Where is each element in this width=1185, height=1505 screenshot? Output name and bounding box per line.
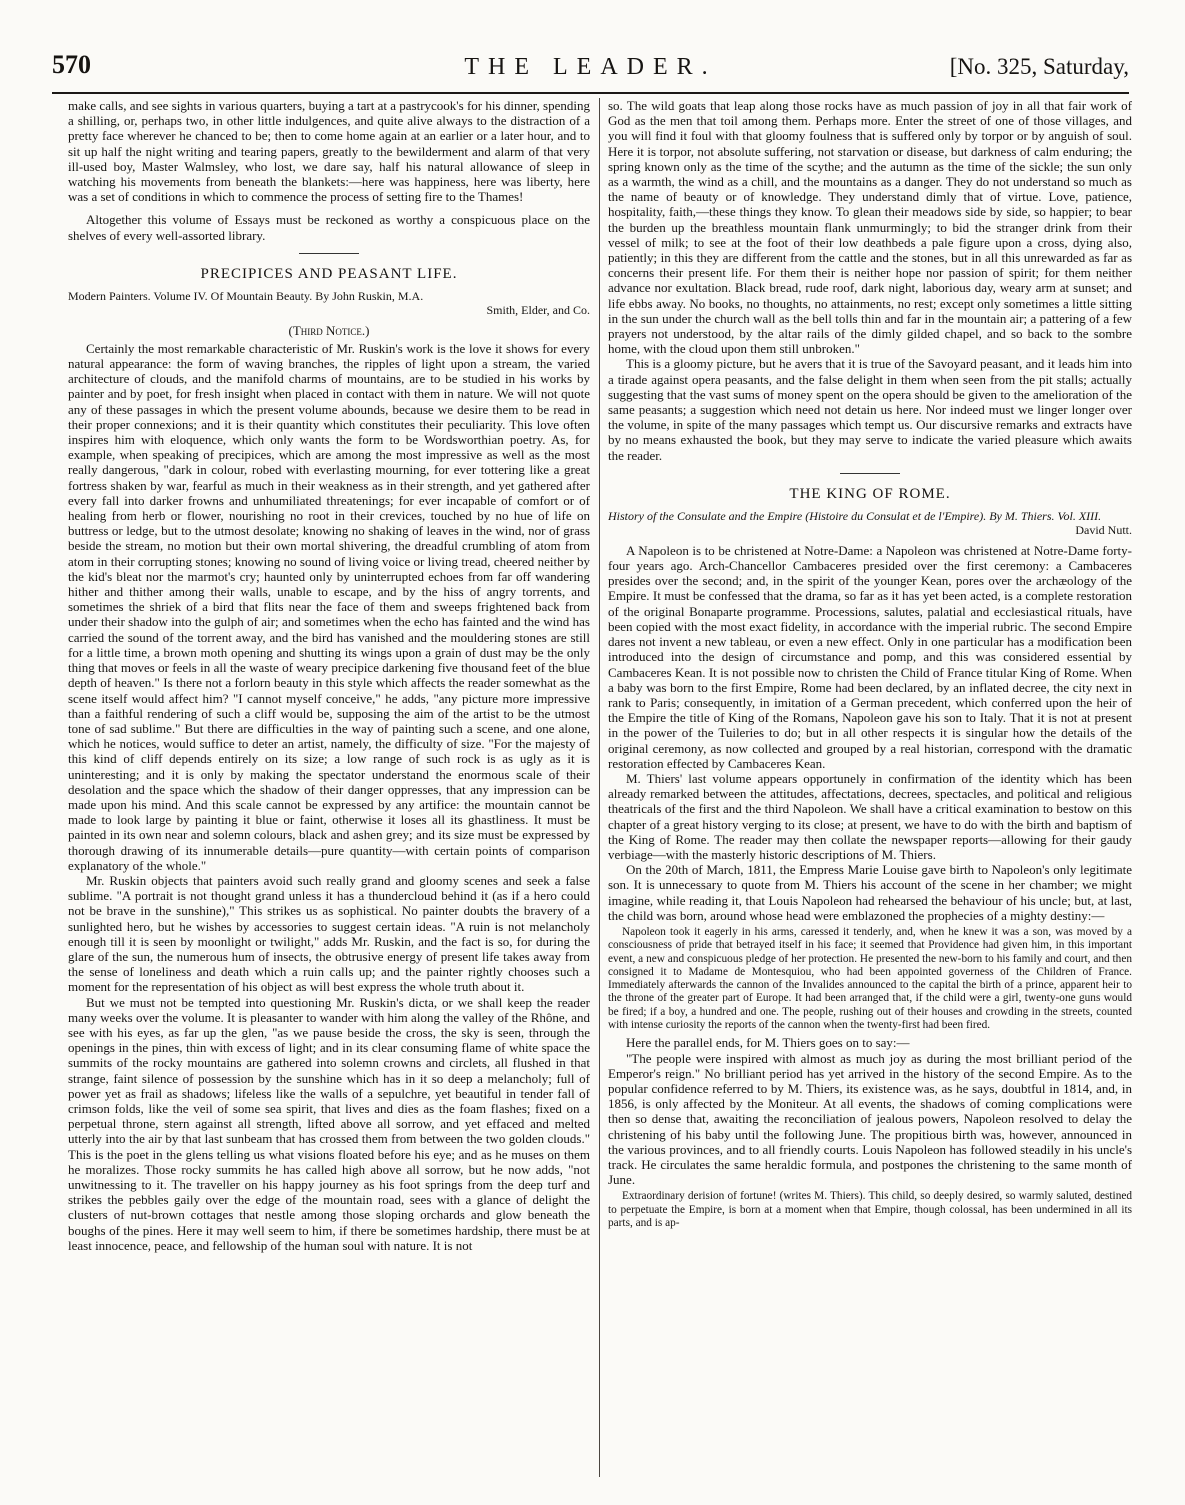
publisher: David Nutt. bbox=[1075, 522, 1132, 537]
article-paragraph: But we must not be tempted into questioning Mr. Ruskin's dicta, or we shall keep the reader many weeks over the volume. It is pleasanter to wander with him along the valley of the Rhône, and see with his eyes, as far up the glen, "as we pause beside the cross, the sky is seen, through the openings in the pines, thin with excess of light; and in its clear consuming flame of white space the summits of the rocky mountains are gathered into solemn crowns and circlets, all flushed in that strange, faint silence of possession by the sunshine which has in it so deep a melancholy; full of power yet as frail as shadows; lifeless like the walls of a sepulchre, yet beautiful in tender fall of crimson folds, like the veil of some sea spirit, that lives and dies as the foam flashes; fixed on a perpetual throne, stern against all strength, lifted above all sorrow, and yet effaced and melted utterly into the air by that last sunbeam that has crossed them from between the two golden clouds." This is the poet in the glens telling us what visions floated before his eye; and as he muses on them he moralizes. Those rocky summits he has called high above all sorrow, but he now adds, "not unwitnessing to it. The traveller on his happy journey as his foot springs from the deep turf and strikes the pebbles gaily over the edge of the mountain road, sees with a glance of delight the clusters of nut-brown cottages that nestle among those sloping orchards and glow beneath the boughs of the pines. Here it may well seem to him, if there be sometimes hardship, there must be at least innocence, peace, and fellowship of the human soul with nature. It is not bbox=[68, 994, 590, 1253]
article-paragraph: M. Thiers' last volume appears opportunely in confirmation of the identity which has been already remarked between the attitudes, affectations, decrees, spectacles, and political and religious theatricals of the first and the third Napoleon. We shall have a critical examination to bestow on this chapter of a great history verging to its close; at present, we have to do with the birth and baptism of the King of Rome. The reader may then collate the newspaper reports—allowing for their gaudy verbiage—with the masterly historic descriptions of M. Thiers. bbox=[608, 770, 1132, 862]
book-citation: History of the Consulate and the Empire (Histoire du Consulat et de l'Empire). By M. Thiers. Vol. XIII. bbox=[608, 508, 1102, 523]
publisher: Smith, Elder, and Co. bbox=[486, 302, 590, 317]
right-column bbox=[608, 98, 1132, 1477]
section-separator bbox=[840, 473, 900, 474]
article-paragraph: Here the parallel ends, for M. Thiers goes on to say:— bbox=[626, 1035, 910, 1051]
page-header bbox=[52, 50, 1129, 94]
article-title-king-of-rome: THE KING OF ROME. bbox=[789, 485, 951, 502]
issue-number: [No. 325, Saturday, bbox=[949, 54, 1129, 79]
article-paragraph: Mr. Ruskin objects that painters avoid such really grand and gloomy scenes and seek a false sublime. "A portrait is not thought grand unless it has a thundercloud behind it (as if a hero could not be brave in the sunshine)," This strikes us as sophistical. No painter doubts the bravery of a sunlighted hero, but he wishes by accessories to suggest certain ideas. "A ruin is not melancholy enough till it is seen by moonlight or twilight," adds Mr. Ruskin, and the fact is so, for during the glare of the sun, the numerous hum of insects, the obtrusive energy of present life takes away from the sense of loneliness and death which a ruin calls up; and the painter rightly chooses such a moment for the representation of his object as will best express the whole truth about it. bbox=[68, 872, 590, 995]
conclusion-paragraph: Altogether this volume of Essays must be reckoned as worthy a conspicuous place on the shelves of every well-assorted library. bbox=[68, 212, 590, 243]
article-title-precipices: PRECIPICES AND PEASANT LIFE. bbox=[200, 265, 458, 282]
article-paragraph: On the 20th of March, 1811, the Empress Marie Louise gave birth to Napoleon's only legitimate son. It is unnecessary to quote from M. Thiers his account of the scene in her chamber; we might imagine, while reading it, that Louis Napoleon had rehearsed the behaviour of his uncle; but, at last, the child was born, around whose head were emblazoned the prophecies of a mighty destiny:— bbox=[608, 862, 1132, 923]
article-paragraph: Certainly the most remarkable characteristic of Mr. Ruskin's work is the love it shows for every natural appearance: the form of waving branches, the ripples of light upon a stream, the varied architecture of clouds, and the manifold charms of mountains, are to be studied in his works by painter and by poet, for fresh insight when placed in contact with them in nature. We will not quote any of these passages in which the present volume abounds, because we desire them to be read in their proper connexions; and it is their quantity which constitutes their peculiarity. This love often inspires him with eloquence, which only wants the form to be Wordsworthian poetry. As, for example, when speaking of precipices, which are among the most impressive as well as the most really dangerous, "dark in colour, robed with everlasting mourning, for ever tottering like a great fortress shaken by war, fearful as much in their weakness as in their strength, and yet gathered after every fall into darker frowns and unhumiliated threatenings; for ever incapable of comfort or of healing from herb or flower, nourishing no root in their crevices, touched by no hue of life on buttress or ledge, but to the utmost desolate; knowing no shaking of leaves in the wind, nor of grass beside the stream, no motion but their own mortal shivering, the dreadful crumbling of atom from atom in their corrupting stones; knowing no sound of living voice or living tread, cheered neither by the kid's bleat nor the marmot's cry; haunted only by uninterrupted echoes from far off wandering hither and thither among their walls, unable to escape, and by the hiss of angry torrents, and sometimes the shriek of a bird that flits near the face of them and sweeps frightened back from under their shadow into the gulph of air; and sometimes when the echo has fainted and the wind has carried the sound of the torrent away, and the bird has vanished and the mouldering stones are still for a little time, a brown moth opening and shutting its wings upon a grain of dust may be the only thing that moves or feels in all the waste of weary precipice darkening five thousand feet of the blue depth of heaven." Is there not a forlorn beauty in this style which affects the reader somewhat as the scene itself would affect him? "I cannot myself conceive," he adds, "any picture more impressive than a faithful rendering of such a cliff would be, supposing the aim of the artist to be the utmost tone of sad sublime." But there are difficulties in the way of painting such a scene, and one alone, which he notices, would suffice to deter an artist, namely, the difficulty of size. "For the majesty of this kind of cliff depends entirely on its size; a low range of such rock is as ugly as it is uninteresting; and it is only by making the spectator understand the enormous scale of their desolation and the space which the shadow of their danger oppresses, that any impression can be made upon his mind. And this scale cannot be expressed by any artifice: the mountain cannot be made to look large by painting it blue or faint, otherwise it loses all its ghastliness. It must be painted in its own near and solemn colours, black and ashen grey; and its size must be expressed by thorough drawing of its innumerable details—pure quantity—with certain points of comparison explanatory of the whole." bbox=[68, 340, 590, 873]
masthead-title: THE LEADER. bbox=[464, 54, 717, 80]
block-quote: Napoleon took it eagerly in his arms, caressed it tenderly, and, when he knew it was a son, was moved by a consciousness of pride that betrayed itself in his face; it seemed that Providence had given him, in this important event, a new and conspicuous pledge of her protection. He presented the new-born to his family and court, and then consigned it to Madame de Montesquiou, who had been appointed governess of the Children of France. Immediately afterwards the cannon of the Invalides announced to the capital the birth of a prince, apparent heir to the throne of the greater part of Europe. It had been arranged that, if the child were a girl, twenty-one guns would be fired; if a boy, a hundred and one. The people, rushing out of their houses and crowding in the streets, counted with intense curiosity the reports of the cannon when the twenty-first had been fired. bbox=[608, 925, 1132, 1032]
continuation-paragraph: so. The wild goats that leap along those rocks have as much passion of joy in all that fair work of God as the men that toil among them. Perhaps more. Enter the street of one of those villages, and you will find it foul with that gloomy foulness that is suffered only by torpor or by anguish of soul. Here it is torpor, not absolute suffering, not starvation or disease, but darkness of calm enduring; the spring known only as the time of the scythe; and the autumn as the time of the sickle; the sun only as a warmth, the wind as a chill, and the mountains as a danger. They do not understand so much as the name of beauty or of knowledge. They understand dimly that of virtue. Love, patience, hospitality, faith,—these things they know. To glean their meadows side by side, so happier; to bear the burden up the breathless mountain flank unmurmingly; to bid the stranger drink from their vessel of milk; to see at the foot of their low deathbeds a pale figure upon a cross, dying also, patiently; in this they are different from the cattle and the stones, but in all this unrewarded as far as concerns their present life. For them their is neither hope nor passion of spirit; for them neither advance nor exultation. Black bread, rude roof, dark night, laborious day, weary arm at sunset; and life ebbs away. No books, no thoughts, no attainments, no rest; except only sometimes a little sitting in the sun under the church wall as the bell tolls thin and far in the mountain air; a pattering of a few prayers not understood, by the altar rails of the dimly gilded chapel, and so back to the sombre home, with the cloud upon them still unbroken." bbox=[608, 98, 1132, 357]
intro-paragraph: make calls, and see sights in various quarters, buying a tart at a pastrycook's for his dinner, spending a shilling, or, perhaps two, in other little indulgences, and quite alive always to the distraction of a pretty face wherever he chanced to be; then to come home again at an earlier or a later hour, and to sit up half the night writing and tearing papers, greatly to the bewilderment and alarm of that very ill-used boy, Master Walmsley, who lost, we dare say, half his natural allowance of sleep in watching his movements from beneath the blankets:—here was happiness, here was liberty, here was a set of conditions in which to commence the process of setting fire to the Thames! bbox=[68, 98, 590, 205]
column-divider bbox=[599, 98, 600, 1477]
block-quote: Extraordinary derision of fortune! (writes M. Thiers). This child, so deeply desired, so warmly saluted, destined to perpetuate the Empire, is born at a moment when that Empire, though colossal, has been undermined in all its parts, and is ap- bbox=[608, 1190, 1132, 1229]
page-number: 570 bbox=[52, 50, 91, 79]
article-paragraph: A Napoleon is to be christened at Notre-Dame: a Napoleon was christened at Notre-Dame forty-four years ago. Arch-Chancellor Cambaceres presided over the first ceremony: a Cambaceres presides over the second; and, in the spirit of the younger Kean, pores over the archæology of the Empire. It must be confessed that the drama, so far as it has yet been acted, is a complete restoration of the original Bonaparte programme. Processions, salutes, palatial and ecclesiastical rituals, have been copied with the most exact fidelity, in accordance with the imperial rubric. The second Empire dares not invent a new tableau, or even a new effect. Only in one particular has a modification been introduced into the design of circumstance and pomp, and this was considered essential by Cambaceres Kean. It is not possible now to christen the Child of France titular King of Rome. When a baby was born to the first Empire, Rome had been declared, by an inflated decree, the city next in rank to Paris; consequently, in imitation of a German precedent, which conferred upon the heir of the Empire the title of King of the Romans, Napoleon gave his son to Italy. That it is not at present in the power of the Tuileries to do; but in all other respects it is singular how the details of the original ceremony, as now collected and grouped by a real historian, correspond with the dramatic restoration effected by Cambaceres Kean. bbox=[608, 542, 1132, 771]
article-paragraph: "The people were inspired with almost as much joy as during the most brilliant period of the Emperor's reign." No brilliant period has yet arrived in the history of the second Empire. As to the popular confidence referred to by M. Thiers, its existence was, as he says, doubtful in 1814, and, in 1856, is only affected by the Moniteur. At all events, the shadows of coming complications were then so dense that, awaiting the reconciliation of jealous powers, Napoleon resolved to delay the christening of his baby until the following June. The propitious birth was, however, announced in the various provinces, and to all friendly courts. Louis Napoleon has followed steadily in his uncle's track. He circulates the same heraldic formula, and postpones the christening to the same month of June. bbox=[608, 1050, 1132, 1188]
left-column bbox=[68, 98, 590, 1477]
continuation-paragraph: This is a gloomy picture, but he avers that it is true of the Savoyard peasant, and it leads him into a tirade against opera peasants, and the false delight in them when seen from the pit stalls; actually suggesting that the vast sums of money spent on the opera should be given to the amelioration of the same peasants; a suggestion which need not detain us here. Nor indeed must we linger longer over the volume, in spite of the many passages which tempt us. Our discursive remarks and extracts have by no means exhausted the book, but they may serve to indicate the varied pleasure which awaits the reader. bbox=[608, 356, 1132, 463]
book-citation: Modern Painters. Volume IV. Of Mountain Beauty. By John Ruskin, M.A. bbox=[68, 288, 424, 303]
section-separator bbox=[299, 253, 359, 254]
notice-label: (Third Notice.) bbox=[288, 322, 370, 338]
